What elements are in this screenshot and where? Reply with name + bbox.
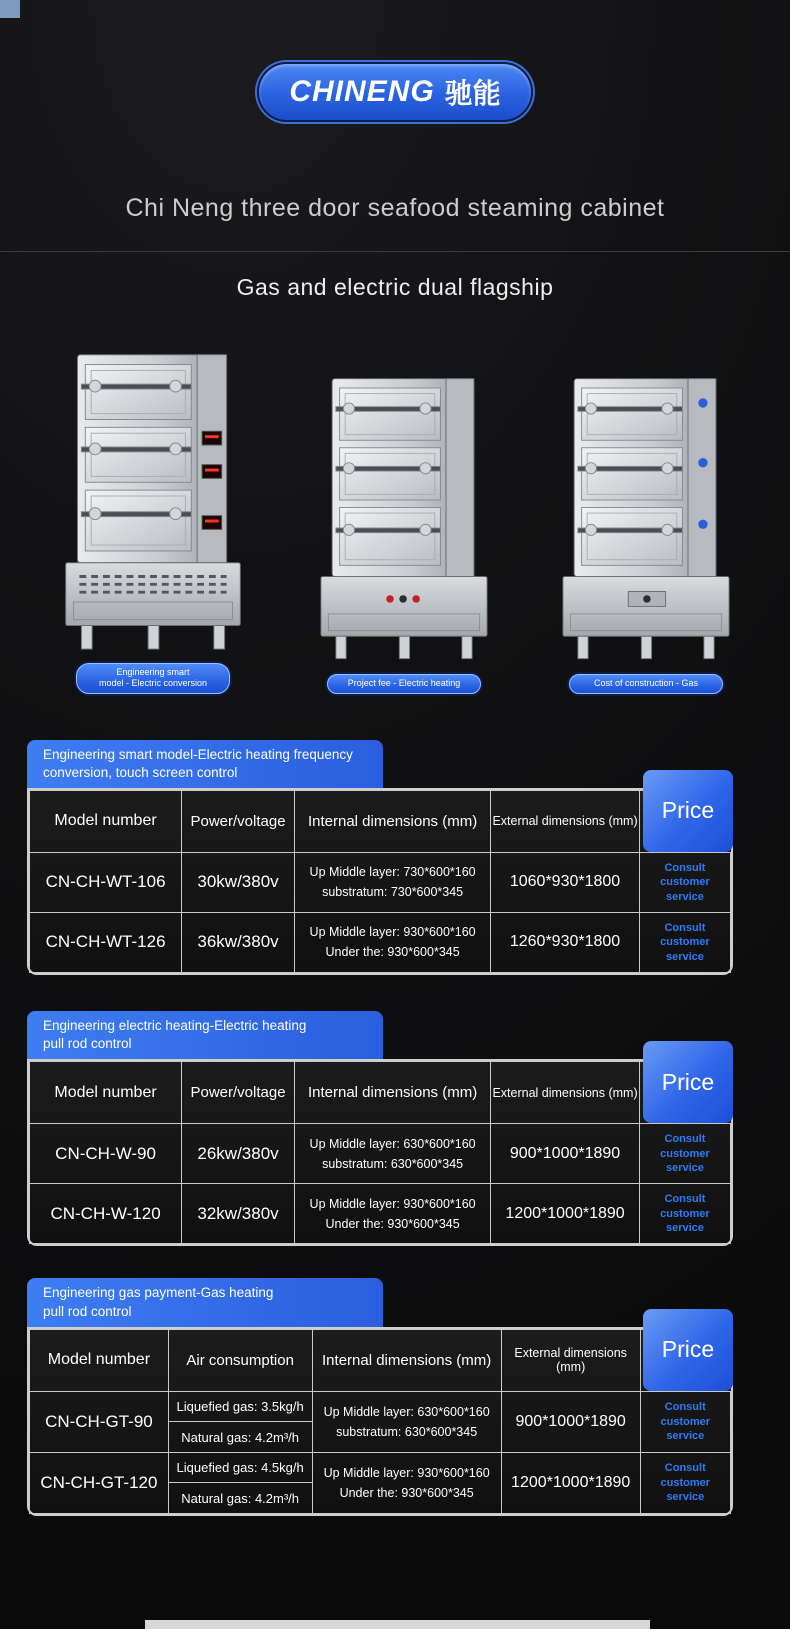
internal-dim-line2: Under the: 930*600*345: [339, 1485, 474, 1500]
col-header-air-consumption: Air consumption: [168, 1329, 312, 1391]
product-badge-1-line1: Engineering smart: [116, 667, 190, 677]
product-badge-2: [327, 674, 481, 693]
model-number: CN-CH-GT-90: [30, 1391, 169, 1452]
brand-name-cn: 驰能: [444, 78, 501, 109]
consult-line2: customer service: [660, 1147, 710, 1175]
spec-tab-smart-model: [27, 740, 383, 788]
product-image-steam-cabinet-3: [548, 364, 744, 664]
natural-gas-value: Natural gas: 4.2m³/h: [181, 1429, 300, 1445]
internal-dim-line1: Up Middle layer: 930*600*160: [309, 1196, 476, 1211]
consult-line2: customer service: [660, 936, 710, 963]
internal-dimensions: [294, 852, 490, 912]
price-header: Price: [643, 770, 733, 852]
air-consumption: [168, 1452, 312, 1513]
col-header-power: Power/voltage: [182, 790, 295, 852]
power-voltage: 30kw/380v: [182, 852, 295, 912]
product-image-steam-cabinet-2: [306, 364, 502, 664]
corner-decoration: [0, 0, 20, 18]
price-cell: [640, 1391, 730, 1452]
col-header-external: External dimensions (mm): [491, 1062, 640, 1124]
col-header-internal: Internal dimensions (mm): [294, 790, 490, 852]
table-row: [30, 912, 731, 972]
spec-tab-electric-heating-line1: Engineering electric heating-Electric heating: [43, 1017, 307, 1033]
page-title: Chi Neng three door seafood steaming cabinet: [125, 194, 665, 222]
internal-dimensions: [294, 912, 490, 972]
spec-section-electric-heating: [27, 1011, 733, 1246]
internal-dim-line2: substratum: 630*600*345: [322, 1156, 464, 1171]
product-badge-1: [76, 663, 230, 694]
spec-tab-gas-heating-line2: pull rod control: [43, 1303, 132, 1319]
consult-customer-service-link[interactable]: [640, 1132, 730, 1175]
internal-dim-line2: substratum: 730*600*345: [322, 885, 464, 900]
col-header-model: Model number: [30, 790, 182, 852]
internal-dim-line1: Up Middle layer: 630*600*160: [323, 1404, 490, 1419]
spec-section-smart-model: [27, 740, 733, 975]
table-row: [30, 1184, 731, 1244]
power-voltage: 26kw/380v: [182, 1124, 295, 1184]
spec-table-electric-heating: [27, 1059, 733, 1246]
external-dimensions: 1200*1000*1890: [491, 1184, 640, 1244]
internal-dim-line1: Up Middle layer: 930*600*160: [323, 1465, 490, 1480]
consult-line2: customer service: [660, 1207, 710, 1235]
brand-name-en: CHINENG: [289, 75, 435, 108]
spec-tab-smart-model-line2: conversion, touch screen control: [43, 764, 238, 780]
next-section-preview: [145, 1620, 650, 1629]
brand-logo: [0, 0, 790, 122]
spec-tab-gas-heating-line1: Engineering gas payment-Gas heating: [43, 1285, 274, 1301]
internal-dimensions: [294, 1124, 490, 1184]
col-header-internal: Internal dimensions (mm): [312, 1329, 501, 1391]
price-cell: [639, 912, 730, 972]
col-header-model: Model number: [30, 1329, 169, 1391]
model-number: CN-CH-GT-120: [30, 1452, 169, 1513]
consult-line2: customer service: [660, 876, 710, 903]
internal-dimensions: [312, 1391, 501, 1452]
external-dimensions: 1200*1000*1890: [501, 1452, 640, 1513]
power-voltage: 32kw/380v: [182, 1184, 295, 1244]
col-header-power: Power/voltage: [182, 1062, 295, 1124]
internal-dimensions: [294, 1184, 490, 1244]
product-column-2: [306, 364, 502, 693]
external-dimensions: 1060*930*1800: [491, 852, 640, 912]
product-gallery: [0, 341, 790, 694]
power-voltage: 36kw/380v: [182, 912, 295, 972]
product-badge-1-line2: model - Electric conversion: [98, 678, 208, 689]
product-column-1: [46, 341, 260, 694]
internal-dim-line2: substratum: 630*600*345: [336, 1424, 478, 1439]
consult-line2: customer service: [660, 1415, 711, 1442]
table-row: [30, 1452, 731, 1513]
consult-line1: Consult: [664, 1462, 706, 1475]
spec-tab-gas-heating: [27, 1278, 383, 1326]
model-number: CN-CH-W-90: [30, 1124, 182, 1184]
price-cell: [639, 1124, 730, 1184]
product-badge-2-line1: Project fee - Electric heating: [347, 678, 461, 689]
table-header-row: [30, 1062, 731, 1124]
price-cell: [639, 1184, 730, 1244]
col-header-model: Model number: [30, 1062, 182, 1124]
external-dimensions: 900*1000*1890: [501, 1391, 640, 1452]
consult-customer-service-link[interactable]: [640, 921, 730, 964]
spec-section-gas-heating: [27, 1278, 733, 1515]
internal-dim-line1: Up Middle layer: 930*600*160: [309, 925, 476, 940]
external-dimensions: 1260*930*1800: [491, 912, 640, 972]
col-header-internal: Internal dimensions (mm): [294, 1062, 490, 1124]
consult-line1: Consult: [664, 1193, 706, 1206]
price-cell: [639, 852, 730, 912]
product-column-3: [548, 364, 744, 693]
col-header-external: External dimensions (mm): [501, 1329, 640, 1391]
consult-customer-service-link[interactable]: [641, 1461, 730, 1504]
table-header-row: [30, 1329, 731, 1391]
page-subtitle: Gas and electric dual flagship: [236, 274, 554, 300]
model-number: CN-CH-WT-106: [30, 852, 182, 912]
consult-line1: Consult: [664, 861, 706, 874]
price-header: Price: [643, 1041, 733, 1123]
table-header-row: [30, 790, 731, 852]
liquefied-gas-value: Liquefied gas: 3.5kg/h: [169, 1392, 312, 1423]
consult-line1: Consult: [664, 921, 706, 934]
product-image-steam-cabinet-1: [46, 341, 260, 653]
table-row: [30, 1124, 731, 1184]
product-badge-3: [569, 674, 723, 693]
consult-customer-service-link[interactable]: [640, 861, 730, 904]
title-divider: [0, 251, 790, 252]
consult-customer-service-link[interactable]: [641, 1400, 730, 1443]
internal-dimensions: [312, 1452, 501, 1513]
spec-table-smart-model: [27, 788, 733, 975]
internal-dim-line1: Up Middle layer: 730*600*160: [309, 865, 476, 880]
external-dimensions: 900*1000*1890: [491, 1124, 640, 1184]
natural-gas-value: Natural gas: 4.2m³/h: [181, 1490, 300, 1506]
spec-tab-electric-heating: [27, 1011, 383, 1059]
consult-line1: Consult: [664, 1401, 706, 1414]
consult-customer-service-link[interactable]: [640, 1192, 730, 1235]
table-row: [30, 1391, 731, 1452]
spec-table-gas-heating: [27, 1327, 733, 1516]
liquefied-gas-value: Liquefied gas: 4.5kg/h: [169, 1453, 312, 1484]
brand-logo-pill: [257, 62, 532, 122]
spec-tab-smart-model-line1: Engineering smart model-Electric heating frequency: [43, 746, 353, 762]
product-badge-3-line1: Cost of construction - Gas: [593, 678, 699, 689]
table-row: [30, 852, 731, 912]
internal-dim-line2: Under the: 930*600*345: [325, 945, 460, 960]
spec-tab-electric-heating-line2: pull rod control: [43, 1036, 132, 1052]
model-number: CN-CH-WT-126: [30, 912, 182, 972]
model-number: CN-CH-W-120: [30, 1184, 182, 1244]
col-header-external: External dimensions (mm): [491, 790, 640, 852]
internal-dim-line2: Under the: 930*600*345: [325, 1216, 460, 1231]
internal-dim-line1: Up Middle layer: 630*600*160: [309, 1136, 476, 1151]
air-consumption: [168, 1391, 312, 1452]
price-header: Price: [643, 1309, 733, 1391]
consult-line1: Consult: [664, 1133, 706, 1146]
price-cell: [640, 1452, 730, 1513]
consult-line2: customer service: [660, 1476, 711, 1503]
